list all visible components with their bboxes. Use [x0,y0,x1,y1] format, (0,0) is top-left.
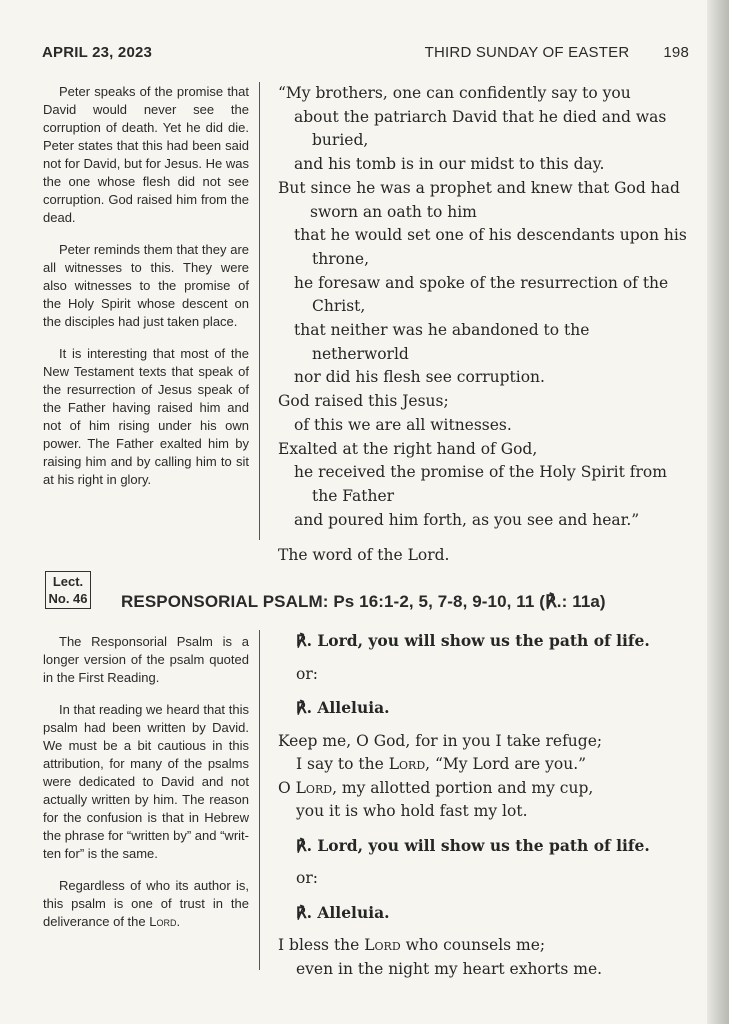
reading-line: nor did his flesh see corruption. [294,368,545,387]
reading-line: he received the promise of the Holy Spirit from the Father [294,463,667,505]
liturgical-day-title: THIRD SUNDAY OF EASTER [424,44,630,61]
psalm-text-fragment: , “My Lord are you.” [425,755,587,773]
psalm-line: you it is who hold fast my lot. [296,802,528,820]
reading-line: Exalted at the right hand of God, [278,439,538,458]
psalm-heading: RESPONSORIAL PSALM: Ps 16:1-2, 5, 7-8, 9-10, 11 (℟.: 11a) [121,592,606,611]
lord-small-caps: Lord [149,914,177,929]
psalm-response-alleluia: ℟. Alleluia. [296,902,390,922]
commentary-paragraph: In that reading we heard that this psalm had been written by David. We must be a bit cautious in this attribution, for many of the psalms were dedicated to David and not actually written by him. The reason for the confusion is that in Hebrew the phrase for “written by” and “written for” is the same. [43,702,249,861]
column-divider [259,82,260,540]
running-header [425,44,689,61]
psalm-response: ℟. Lord, you will show us the path of life. [296,631,650,650]
reading-line: of this we are all witnesses. [294,415,512,434]
lord-small-caps: Lord [295,778,333,797]
psalm-or: or: [296,664,318,683]
closing-acclamation: The word of the Lord. [278,546,450,565]
psalm-line [278,934,698,958]
psalm-or: or: [296,869,318,887]
psalm-line [278,777,698,801]
page-edge [707,0,729,1024]
header-date: APRIL 23, 2023 [42,44,153,61]
lord-small-caps: Lord [364,936,401,954]
reading-line: and his tomb is in our midst to this day. [294,155,605,174]
commentary-paragraph: It is interesting that most of the New Testament texts that speak of the resurrection of Jesus speak of the Father having raised him and not of him rising under his own power. The Father exalted him by raising him and by calling him to sit at his right in glory. [43,346,249,487]
reading-line: and poured him forth, as you see and hear.” [294,510,640,529]
psalm-text-fragment: I say to the [296,755,389,773]
reading-line: But since he was a prophet and knew that God had sworn an oath to him [278,178,680,221]
reading-commentary [43,83,249,489]
psalm-text-fragment: who counsels me; [400,936,546,954]
reading-line: he foresaw and spoke of the resurrection of the Christ, [294,273,669,316]
psalm-response-alleluia: ℟. Alleluia. [296,698,390,717]
page-number: 198 [663,44,689,61]
lectionary-label: Lect. [52,574,84,589]
reading-line: that he would set one of his descendants upon his throne, [294,226,687,268]
psalm-text-fragment: O [278,778,296,797]
reading-line: “My brothers, one can confidently say to you [278,84,631,102]
reading-line: that neither was he abandoned to the netherworld [294,321,590,363]
psalm-line [278,753,698,777]
reading-text [278,82,690,568]
lectionary-number-box [45,571,91,609]
lectionary-number: No. 46 [48,591,88,606]
commentary-text: Regardless of who its author is, this psalm is one of trust in the deliverance of the [43,878,249,929]
psalm-text-fragment: I bless the [278,936,365,954]
psalm-commentary [43,633,249,931]
psalm-text [278,629,698,981]
commentary-paragraph: Peter reminds them that they are all witnesses to this. They were also witnesses to the promise of the Holy Spirit whose descent on the disciples had just taken place. [43,242,249,329]
psalm-response: ℟. Lord, you will show us the path of life. [296,835,650,855]
psalm-line: Keep me, O God, for in you I take refuge; [278,731,603,750]
commentary-text: . [176,914,181,929]
reading-line: God raised this Jesus; [278,392,449,411]
psalm-line: even in the night my heart exhorts me. [296,959,603,978]
psalm-text-fragment: , my allotted portion and my cup, [332,778,594,797]
column-divider [259,630,260,970]
lord-small-caps: Lord [388,755,426,773]
reading-line: about the patriarch David that he died and was buried, [294,107,667,150]
commentary-paragraph [43,877,249,931]
commentary-paragraph: Peter speaks of the promise that David would never see the corruption of death. Yet he did die. Peter states that this had been said not for David, but for Jesus. He was the one whose flesh did not see corruption. God raised him from the dead. [43,84,249,225]
commentary-paragraph: The Responsorial Psalm is a longer version of the psalm quoted in the First Reading. [43,634,249,685]
